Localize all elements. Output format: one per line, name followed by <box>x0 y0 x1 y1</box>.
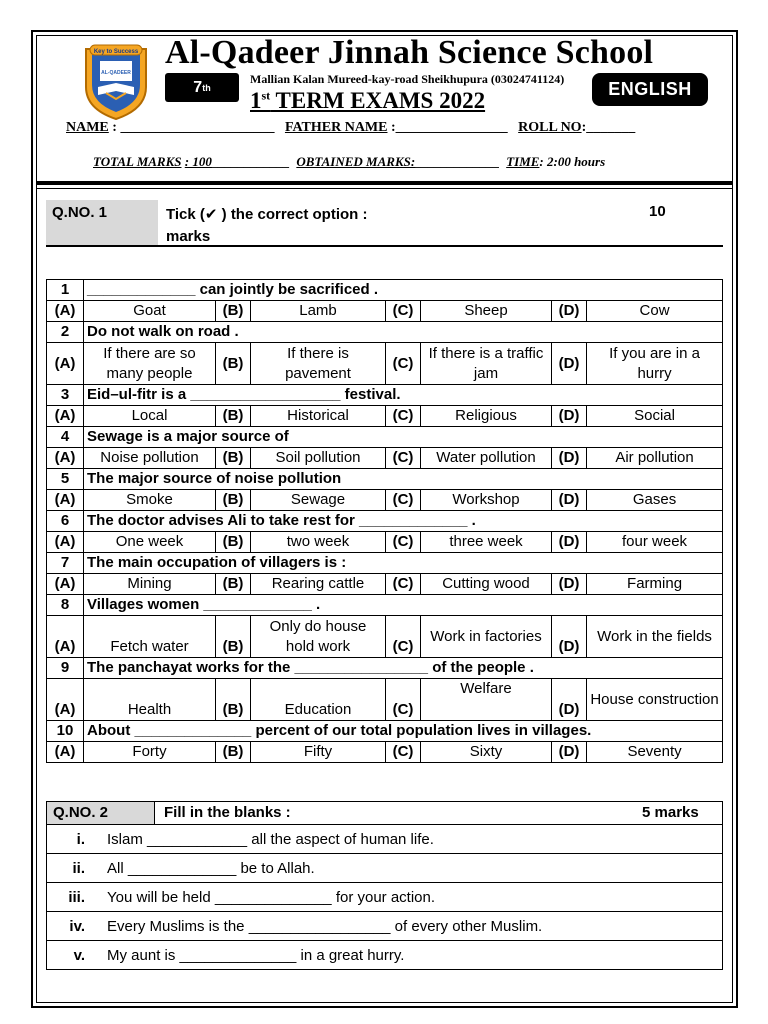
grade-badge <box>165 73 239 102</box>
options-row <box>47 616 723 658</box>
option-cell[interactable]: Forty <box>84 742 216 763</box>
exam-ordinal: 1 <box>250 88 262 113</box>
option-cell[interactable]: four week <box>587 532 723 553</box>
option-letter: (A) <box>47 679 84 721</box>
option-cell[interactable]: Fifty <box>251 742 386 763</box>
option-cell[interactable]: Education <box>251 679 386 721</box>
roll-no-label: ROLL NO <box>518 120 582 135</box>
fill-number: ii. <box>47 854 96 883</box>
option-cell[interactable]: Local <box>84 406 216 427</box>
exam-ordinal-suffix: st <box>261 88 271 103</box>
school-name: Al-Qadeer Jinnah Science School <box>165 34 654 71</box>
total-marks-label: TOTAL MARKS <box>93 154 182 169</box>
question-number: 4 <box>47 427 84 448</box>
name-blank[interactable]: : ______________________ <box>112 120 275 135</box>
option-letter: (D) <box>552 574 587 595</box>
question-number: 7 <box>47 553 84 574</box>
fill-number: i. <box>47 825 96 854</box>
question-text: The doctor advises Ali to take rest for _____________ . <box>84 511 723 532</box>
name-label: NAME <box>66 120 109 135</box>
option-letter: (C) <box>386 490 421 511</box>
total-marks-value: : 100 <box>184 154 212 169</box>
question-row <box>47 658 723 679</box>
option-letter: (A) <box>47 616 84 658</box>
question-number: 3 <box>47 385 84 406</box>
option-letter: (B) <box>216 574 251 595</box>
exam-title <box>250 88 485 114</box>
fill-row <box>47 825 723 854</box>
obtained-marks-blank[interactable]: _____________ <box>415 154 500 169</box>
options-row <box>47 742 723 763</box>
options-row <box>47 679 723 721</box>
option-cell[interactable]: Rearing cattle <box>251 574 386 595</box>
question-row <box>47 511 723 532</box>
option-letter: (B) <box>216 490 251 511</box>
option-letter: (D) <box>552 343 587 385</box>
school-address: Mallian Kalan Mureed-kay-road Sheikhupura (03024741124) <box>250 72 565 86</box>
option-cell[interactable]: Work in factories <box>421 616 552 658</box>
option-cell[interactable]: Lamb <box>251 301 386 322</box>
options-row <box>47 574 723 595</box>
option-letter: (A) <box>47 406 84 427</box>
logo-text-mid: AL-QADEER <box>101 70 131 76</box>
fill-row <box>47 941 723 970</box>
roll-no-blank[interactable]: :_______ <box>581 120 636 135</box>
question-number: 10 <box>47 721 84 742</box>
fill-number: iii. <box>47 883 96 912</box>
option-letter: (C) <box>386 448 421 469</box>
option-cell[interactable]: Welfare <box>421 679 552 721</box>
option-letter: (D) <box>552 679 587 721</box>
question-row <box>47 595 723 616</box>
marks-info-line <box>93 154 605 170</box>
option-letter: (C) <box>386 301 421 322</box>
option-letter: (A) <box>47 343 84 385</box>
question-row <box>47 469 723 490</box>
question-number: 6 <box>47 511 84 532</box>
time-value: : 2:00 hours <box>539 154 606 169</box>
fill-number: iv. <box>47 912 96 941</box>
option-cell[interactable]: Cow <box>587 301 723 322</box>
q1-label: Q.NO. 1 <box>46 200 158 246</box>
options-row <box>47 532 723 553</box>
header-divider-thin <box>36 188 733 189</box>
option-cell[interactable]: Goat <box>84 301 216 322</box>
question-text: Villages women _____________ . <box>84 595 723 616</box>
question-text: Do not walk on road . <box>84 322 723 343</box>
option-letter: (A) <box>47 532 84 553</box>
question-row <box>47 553 723 574</box>
q1-marks: 10 <box>649 203 666 220</box>
question-text: Sewage is a major source of <box>84 427 723 448</box>
option-letter: (D) <box>552 448 587 469</box>
option-letter: (A) <box>47 574 84 595</box>
option-cell[interactable]: Fetch water <box>84 616 216 658</box>
option-cell[interactable]: Mining <box>84 574 216 595</box>
header-divider <box>36 181 733 185</box>
exam-title-text: TERM EXAMS 2022 <box>270 88 486 113</box>
option-cell[interactable]: Water pollution <box>421 448 552 469</box>
option-cell[interactable]: Social <box>587 406 723 427</box>
subject-badge: ENGLISH <box>592 73 708 106</box>
grade-number: 7 <box>193 78 203 96</box>
question-text: About ______________ percent of our total population lives in villages. <box>84 721 723 742</box>
option-cell[interactable]: Gases <box>587 490 723 511</box>
logo-text-top: Key to Success <box>93 49 139 55</box>
option-cell[interactable]: Smoke <box>84 490 216 511</box>
fill-sentence[interactable]: Islam ____________ all the aspect of human life. <box>95 825 723 854</box>
option-cell[interactable]: three week <box>421 532 552 553</box>
question-row <box>47 322 723 343</box>
q1-instruction <box>166 203 367 248</box>
question-number: 1 <box>47 280 84 301</box>
time-label: TIME <box>506 154 540 169</box>
question-row <box>47 427 723 448</box>
obtained-marks-label: OBTAINED MARKS: <box>296 154 416 169</box>
option-cell[interactable]: Health <box>84 679 216 721</box>
option-cell[interactable]: Workshop <box>421 490 552 511</box>
option-letter: (B) <box>216 616 251 658</box>
option-cell[interactable]: Historical <box>251 406 386 427</box>
option-letter: (C) <box>386 406 421 427</box>
q2-instruction: Fill in the blanks : <box>164 804 291 821</box>
question-number: 8 <box>47 595 84 616</box>
question-row <box>47 385 723 406</box>
option-letter: (B) <box>216 448 251 469</box>
father-name-label: FATHER NAME <box>284 120 388 135</box>
option-cell[interactable]: Only do house hold work <box>251 616 386 658</box>
fill-sentence[interactable]: All _____________ be to Allah. <box>95 854 723 883</box>
option-cell[interactable]: two week <box>251 532 386 553</box>
q1-underline <box>46 245 723 247</box>
option-letter: (D) <box>552 301 587 322</box>
option-cell[interactable]: Noise pollution <box>84 448 216 469</box>
option-letter: (A) <box>47 490 84 511</box>
option-cell[interactable]: Cutting wood <box>421 574 552 595</box>
father-name-blank[interactable]: :________________ <box>391 120 508 135</box>
q1-text-a: Tick ( <box>166 206 205 223</box>
option-cell[interactable]: Farming <box>587 574 723 595</box>
option-letter: (A) <box>47 301 84 322</box>
option-letter: (C) <box>386 532 421 553</box>
options-row <box>47 490 723 511</box>
q1-marks-word: marks <box>166 228 211 245</box>
option-cell[interactable]: Religious <box>421 406 552 427</box>
option-letter: (A) <box>47 448 84 469</box>
question-text: _____________ can jointly be sacrificed . <box>84 280 723 301</box>
option-letter: (C) <box>386 343 421 385</box>
option-cell[interactable]: If you are in a hurry <box>587 343 723 385</box>
fill-row <box>47 854 723 883</box>
options-row <box>47 406 723 427</box>
option-cell[interactable]: Sheep <box>421 301 552 322</box>
mcq-table <box>46 279 723 763</box>
q2-label: Q.NO. 2 <box>47 802 155 824</box>
option-cell[interactable]: Seventy <box>587 742 723 763</box>
option-letter: (B) <box>216 301 251 322</box>
fill-sentence[interactable]: My aunt is ______________ in a great hurry. <box>95 941 723 970</box>
option-cell[interactable]: If there is pavement <box>251 343 386 385</box>
option-letter: (C) <box>386 616 421 658</box>
question-text: The main occupation of villagers is : <box>84 553 723 574</box>
option-letter: (B) <box>216 679 251 721</box>
question-text: The major source of noise pollution <box>84 469 723 490</box>
question-text: Eid–ul-fitr is a __________________ festival. <box>84 385 723 406</box>
fill-row <box>47 883 723 912</box>
fill-number: v. <box>47 941 96 970</box>
question-number: 9 <box>47 658 84 679</box>
option-cell[interactable]: Air pollution <box>587 448 723 469</box>
fill-row <box>47 912 723 941</box>
options-row <box>47 343 723 385</box>
tick-icon: ✔ <box>204 205 218 223</box>
fill-blanks-table <box>46 824 723 970</box>
student-info-line <box>66 120 635 136</box>
option-letter: (B) <box>216 343 251 385</box>
option-letter: (C) <box>386 574 421 595</box>
question-text: The panchayat works for the ________________ of the people . <box>84 658 723 679</box>
options-row <box>47 301 723 322</box>
question-number: 2 <box>47 322 84 343</box>
school-logo <box>80 43 152 121</box>
option-letter: (D) <box>552 406 587 427</box>
grade-suffix: th <box>202 82 211 93</box>
option-cell[interactable]: House construction <box>587 679 723 721</box>
option-letter: (C) <box>386 679 421 721</box>
option-letter: (D) <box>552 742 587 763</box>
option-letter: (B) <box>216 532 251 553</box>
option-letter: (D) <box>552 616 587 658</box>
option-letter: (D) <box>552 532 587 553</box>
fill-sentence[interactable]: Every Muslims is the _________________ of every other Muslim. <box>95 912 723 941</box>
question-number: 5 <box>47 469 84 490</box>
question-row <box>47 280 723 301</box>
question-row <box>47 721 723 742</box>
q2-marks: 5 marks <box>642 804 699 821</box>
option-letter: (D) <box>552 490 587 511</box>
option-cell[interactable]: Sixty <box>421 742 552 763</box>
option-cell[interactable]: One week <box>84 532 216 553</box>
q1-text-b: ) the correct option : <box>217 206 368 223</box>
options-row <box>47 448 723 469</box>
option-cell[interactable]: Soil pollution <box>251 448 386 469</box>
option-cell[interactable]: If there is a traffic jam <box>421 343 552 385</box>
total-marks-blank: ____________ <box>211 154 290 169</box>
option-cell[interactable]: If there are so many people <box>84 343 216 385</box>
option-letter: (C) <box>386 742 421 763</box>
option-cell[interactable]: Sewage <box>251 490 386 511</box>
option-letter: (A) <box>47 742 84 763</box>
option-letter: (B) <box>216 742 251 763</box>
fill-sentence[interactable]: You will be held ______________ for your action. <box>95 883 723 912</box>
option-cell[interactable]: Work in the fields <box>587 616 723 658</box>
option-letter: (B) <box>216 406 251 427</box>
